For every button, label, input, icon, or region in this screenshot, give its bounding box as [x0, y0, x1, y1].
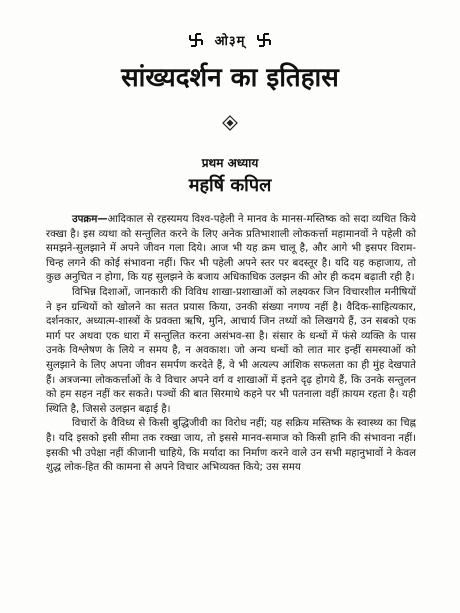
book-title: सांख्यदर्शन का इतिहास	[121, 63, 339, 93]
invocation-line	[0, 31, 460, 49]
paragraph-1-text: आदिकाल से रहस्यमय विश्व-पहेली ने मानव के मानस-मस्तिष्क को सदा व्यथित किये रक्खा है। इस व्यथा को सन्तुलित करने के लिए अनेक प्रतिभाशाली लोककर्त्ता महामानवों ने पहेली को समझने-सुलझाने में अपने जीवन गला दिये। आज भी यह क्रम चालू है, और आगे भी इसपर विराम-चिन्ह लगने की कोई संभावना नहीं। फिर भी पहेली अपने स्तर पर बदस्तूर है। यदि यह कहाजाय, तो कुछ अनुचित न होगा, कि यह सुलझने के बजाय अधिकाधिक उलझन की ओर ही कदम बढ़ाती रही है।	[46, 214, 416, 284]
paragraph-3: विचारों के वैविध्य से किसी बुद्धिजीवी का विरोध नहीं; यह सक्रिय मस्तिष्क के स्वास्थ्य का चिह्न है। यदि इसको इसी सीमा तक रक्खा जाय, तो इससे मानव-समाज को किसी हानि की संभावना नहीं। इसकी भी उपेक्षा नहीं कीजानी चाहिये, कि मर्यादा का निर्माण करने वाले उन सभी महानुभावों ने केवल शुद्ध लोक-हित की कामना से अपने विचार अभिव्यक्त किये; उस समय	[46, 418, 416, 474]
paragraph-2: विभिन्न दिशाओं, जानकारी की विविध शाखा-प्रशाखाओं को लक्ष्यकर जिन विचारशील मनीषियों ने इन ग्रन्थियों को खोलने का सतत प्रयास किया, उनकी संख्या नगण्य नहीं है। वैदिक-साहित्यकार, दर्शनकार, अध्यात्म-शास्त्रों के प्रवक्ता ऋषि, मुनि, आचार्य जिन तथ्यों को लिखगये हैं, उन सबको एक मार्ग पर अथवा एक धारा में सन्तुलित करना असंभव-सा है। संसार के धन्धों में फंसे व्यक्ति के पास उनके विश्लेषण के लिये न समय है, न अवकाश। जो अन्य धन्धों को लात मार इन्हीं समस्याओं को सुलझाने के लिए अपना जीवन समर्पण करदेते हैं, वे भी अत्यल्प आंशिक सफलता का ही मुंह देखपाते हैं। अत्रजन्मा लोककर्त्ताओं के वे विचार अपने वर्ग व शाखाओं में इतने दृढ़ होगये हैं, कि उनके सन्तुलन को हम सहन नहीं कर सकते। पञ्चों की बात सिरमाथे कहने पर भी पतनाला वहीं क़ायम रहता है। यही स्थिति है, जिससे उलझन बढ़ाई है।	[46, 286, 416, 415]
paragraph-lead: उपक्रम—	[72, 214, 108, 225]
body-text	[46, 213, 416, 476]
swastika-icon	[189, 33, 203, 47]
invocation-text: ओ३म्	[214, 34, 246, 49]
chapter-number: प्रथम अध्याय	[201, 156, 259, 170]
paragraph-1	[46, 213, 416, 286]
swastika-icon	[257, 33, 271, 47]
diamond-ornament-icon	[222, 115, 238, 131]
chapter-title: महर्षि कपिल	[188, 175, 272, 196]
